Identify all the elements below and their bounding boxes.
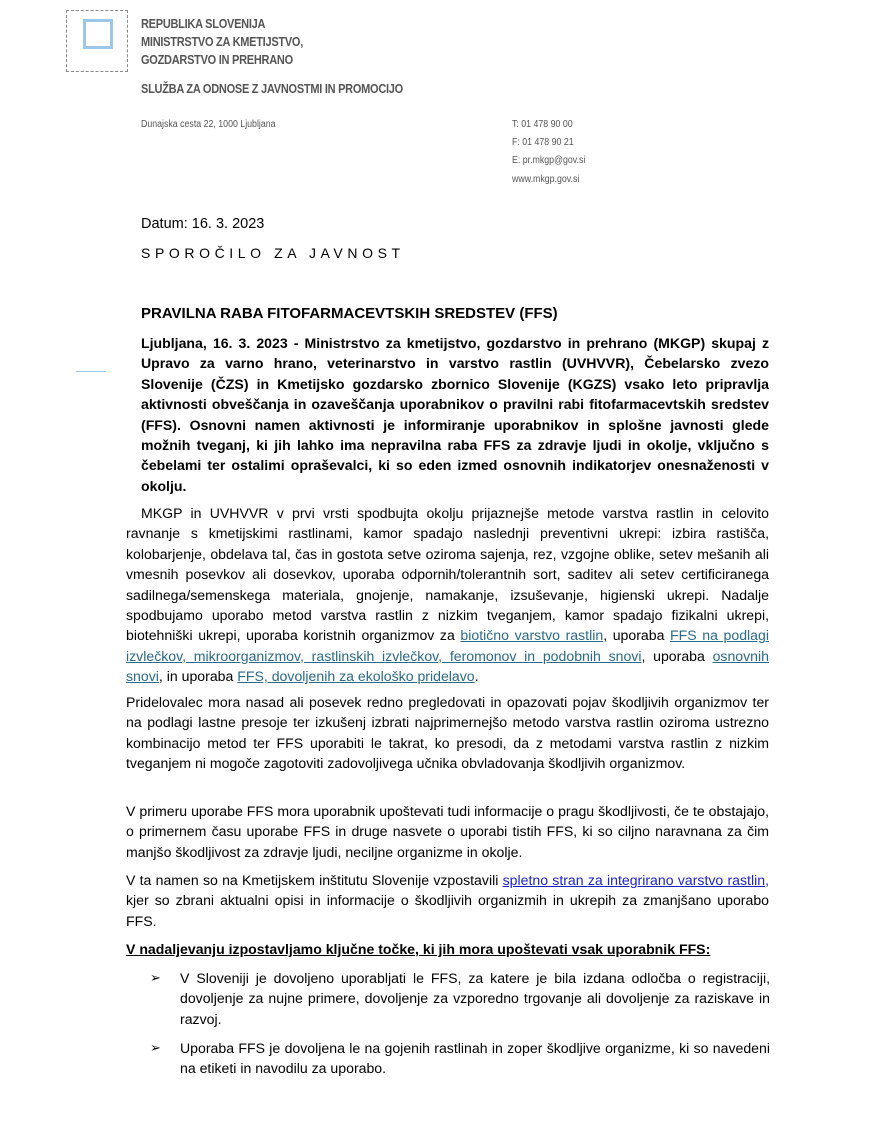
bullet-item <box>150 1038 770 1079</box>
header-sluzba: SLUŽBA ZA ODNOSE Z JAVNOSTMI IN PROMOCIJO <box>141 82 403 96</box>
paragraph-spletna-stran <box>126 870 769 931</box>
header-web[interactable]: www.mkgp.gov.si <box>512 174 580 185</box>
p1-text-e: . <box>474 668 479 685</box>
header-email[interactable]: E: pr.mkgp@gov.si <box>512 155 586 166</box>
date-line: Datum: 16. 3. 2023 <box>141 216 265 232</box>
link-bioticno-varstvo[interactable]: biotično varstvo rastlin <box>460 627 604 644</box>
coat-of-arms-logo <box>66 10 128 72</box>
arrow-bullet-icon: ➢ <box>150 1040 161 1055</box>
key-points-heading: V nadaljevanju izpostavljamo ključne točke, ki jih mora upoštevati vsak uporabnik FFS: <box>126 941 711 957</box>
link-osnovne-snovi[interactable]: osnovnih snovi <box>126 647 769 685</box>
lead-paragraph: Ljubljana, 16. 3. 2023 - Ministrstvo za kmetijstvo, gozdarstvo in prehrano (MKGP) skupaj z Upravo za varno hrano, veterinarstvo in varstvo rastlin (UVHVVR), Čebelarsko zvezo Slovenije (ČZS) in Kmetijsko gozdarsko zbornico Slovenije (KGZS) vsako leto pripravlja aktivnosti obveščanja in ozaveščanja uporabnikov o pravilni rabi fitofarmacevtskih sredstev (FFS). Osnovni namen aktivnosti je informiranje uporabnikov in splošne javnosti glede možnih tveganj, ki jih lahko ima nepravilna raba FFS za zdravje ljudi in okolje, vključno s čebelami ter ostalimi opraševalci, ki so eden izmed osnovnih indikatorjev onesnaženosti v okolju. <box>141 335 769 494</box>
p4-text-a: V ta namen so na Kmetijskem inštitutu Slovenije vzpostavili <box>126 872 503 888</box>
press-release-label: SPOROČILO ZA JAVNOST <box>141 245 405 261</box>
header-phone: T: 01 478 90 00 <box>512 119 573 130</box>
p1-text-c: , uporaba <box>641 647 713 664</box>
bullet-text: Uporaba FFS je dovoljena le na gojenih rastlinah in zoper škodljive organizme, ki so navedeni na etiketi in navodilu za uporabo. <box>180 1040 770 1077</box>
p1-text-d: , in uporaba <box>158 668 238 685</box>
link-integrirano-varstvo[interactable]: spletno stran za integrirano varstvo rastlin, <box>502 872 769 888</box>
header-address: Dunajska cesta 22, 1000 Ljubljana <box>141 119 276 130</box>
paragraph-methods <box>126 503 769 687</box>
logo-square-icon <box>83 19 113 49</box>
p1-text-b: , uporaba <box>603 627 671 644</box>
header-fax: F: 01 478 90 21 <box>512 137 574 148</box>
link-ekoloska-pridelava[interactable]: FFS, dovoljenih za ekološko pridelavo <box>237 668 475 685</box>
bullet-item <box>150 968 770 1029</box>
header-ministrstvo-line1: MINISTRSTVO ZA KMETIJSTVO, <box>141 35 304 49</box>
link-ffs-izvlecki[interactable]: FFS na podlagi izvlečkov, mikroorganizmov, rastlinskih izvlečkov, feromonov in podobnih snovi <box>126 627 769 664</box>
p1-text-a: MKGP in UVHVVR v prvi vrsti spodbujta okolju prijaznejše metode varstva rastlin in celovito ravnanje s kmetijskimi rastlinami, kamor spadajo naslednji preventivni ukrepi: izbira rastišča, kolobarjenje, obdelava tal, čas in gostota setve oziroma sajenja, rez, vzgojne oblike, setev mešanih ali vmesnih posevkov ali dosevkov, uporaba odpornih/tolerantnih sort, saditev ali setev certificiranega sadilnega/semenskega materiala, gnojenje, namakanje, izsuševanje, higienski ukrepi. Nadalje spodbujamo uporabo metod varstva rastlin z nizkim tveganjem, kamor spadajo fizikalni ukrepi, biotehniški ukrepi, uporaba koristnih organizmov za <box>126 505 769 644</box>
p4-text-b: kjer so zbrani aktualni opisi in informacije o škodljivih organizmih in ukrepih za zmanjšano uporabo FFS. <box>126 892 769 929</box>
header-republika: REPUBLIKA SLOVENIJA <box>141 17 266 31</box>
margin-marker <box>76 371 106 372</box>
header-ministrstvo-line2: GOZDARSTVO IN PREHRANO <box>141 53 293 67</box>
paragraph-prag-skodljivosti: V primeru uporabe FFS mora uporabnik upoštevati tudi informacije o pragu škodljivosti, če te obstajajo, o primernem času uporabe FFS in druge nasvete o uporabi tistih FFS, ki so ciljno naravnana za čim manjšo škodljivost za zdravje ljudi, neciljne organizme in okolje. <box>126 803 769 860</box>
arrow-bullet-icon: ➢ <box>150 970 161 985</box>
paragraph-pridelovalec: Pridelovalec mora nasad ali posevek redno pregledovati in opazovati pojav škodljivih organizmov ter na podlagi lastne presoje ter izkušenj izbrati najprimernejšo metodo varstva rastlin oziroma ustrezno kombinacijo metod ter FFS uporabiti le takrat, ko presodi, da z metodami varstva rastlin z nizkim tveganjem ni mogoče zagotoviti zadovoljivega učnika obvladovanja škodljivih organizmov. <box>126 694 769 772</box>
document-title: PRAVILNA RABA FITOFARMACEVTSKIH SREDSTEV (FFS) <box>141 305 558 322</box>
bullet-text: V Sloveniji je dovoljeno uporabljati le FFS, za katere je bila izdana odločba o registraciji, dovoljenje za nujne primere, dovoljenje za vzporedno trgovanje ali dovoljenje za raziskave in razvoj. <box>180 970 770 1027</box>
